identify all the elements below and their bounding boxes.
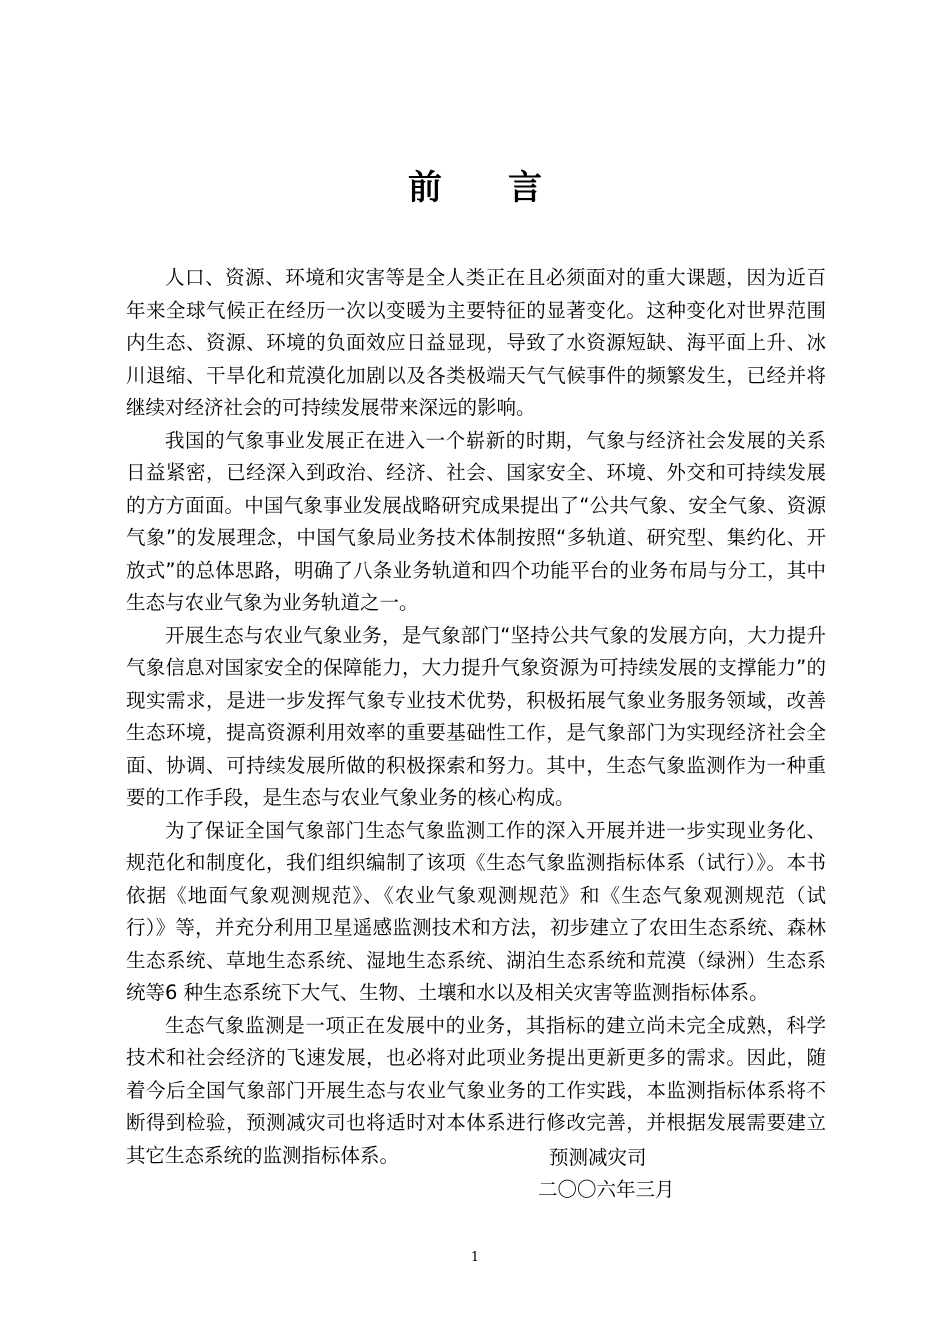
- paragraph-2: 我国的气象事业发展正在进入一个崭新的时期，气象与经济社会发展的关系日益紧密，已经深入到政治、经济、社会、国家安全、环境、外交和可持续发展的方方面面。中国气象事业发展战略研究成果提出了“公共气象、安全气象、资源气象”的发展理念，中国气象局业务技术体制按照“多轨道、研究型、集约化、开放式”的总体思路，明确了八条业务轨道和四个功能平台的业务布局与分工，其中生态与农业气象为业务轨道之一。: [126, 428, 826, 614]
- paragraph-1: 人口、资源、环境和灾害等是全人类正在且必须面对的重大课题，因为近百年来全球气候正在经历一次以变暖为主要特征的显著变化。这种变化对世界范围内生态、资源、环境的负面效应日益显现，导致了水资源短缺、海平面上升、冰川退缩、干旱化和荒漠化加剧以及各类极端天气气候事件的频繁发生，已经并将继续对经济社会的可持续发展带来深远的影响。: [126, 266, 826, 419]
- signature-block: [538, 1142, 675, 1206]
- signature-organization: 预测减灾司: [549, 1146, 647, 1169]
- preface-body: [126, 262, 826, 1172]
- page-number: 1: [470, 1250, 480, 1265]
- page-title: 前言: [408, 168, 608, 208]
- paragraph-4: 为了保证全国气象部门生态气象监测工作的深入开展并进一步实现业务化、规范化和制度化，我们组织编制了该项《生态气象监测指标体系（试行）》。本书依据《地面气象观测规范》、《农业气象观测规范》和《生态气象观测规范（试行）》等，并充分利用卫星遥感监测技术和方法，初步建立了农田生态系统、森林生态系统、草地生态系统、湿地生态系统、湖泊生态系统和荒漠（绿洲）生态系统等6 种生态系统下大气、生物、土壤和水以及相关灾害等监测指标体系。: [126, 818, 826, 1004]
- signature-date: 二〇〇六年三月: [538, 1178, 675, 1201]
- paragraph-3: 开展生态与农业气象业务，是气象部门“坚持公共气象的发展方向，大力提升气象信息对国家安全的保障能力，大力提升气象资源为可持续发展的支撑能力”的现实需求，是进一步发挥气象专业技术优势，积极拓展气象业务服务领域，改善生态环境，提高资源利用效率的重要基础性工作，是气象部门为实现经济社会全面、协调、可持续发展所做的积极探索和努力。其中，生态气象监测作为一种重要的工作手段，是生态与农业气象业务的核心构成。: [126, 623, 826, 809]
- paragraph-5: 生态气象监测是一项正在发展中的业务，其指标的建立尚未完全成熟，科学技术和社会经济的飞速发展，也必将对此项业务提出更新更多的需求。因此，随着今后全国气象部门开展生态与农业气象业务的工作实践，本监测指标体系将不断得到检验，预测减灾司也将适时对本体系进行修改完善，并根据发展需要建立其它生态系统的监测指标体系。: [126, 1013, 826, 1167]
